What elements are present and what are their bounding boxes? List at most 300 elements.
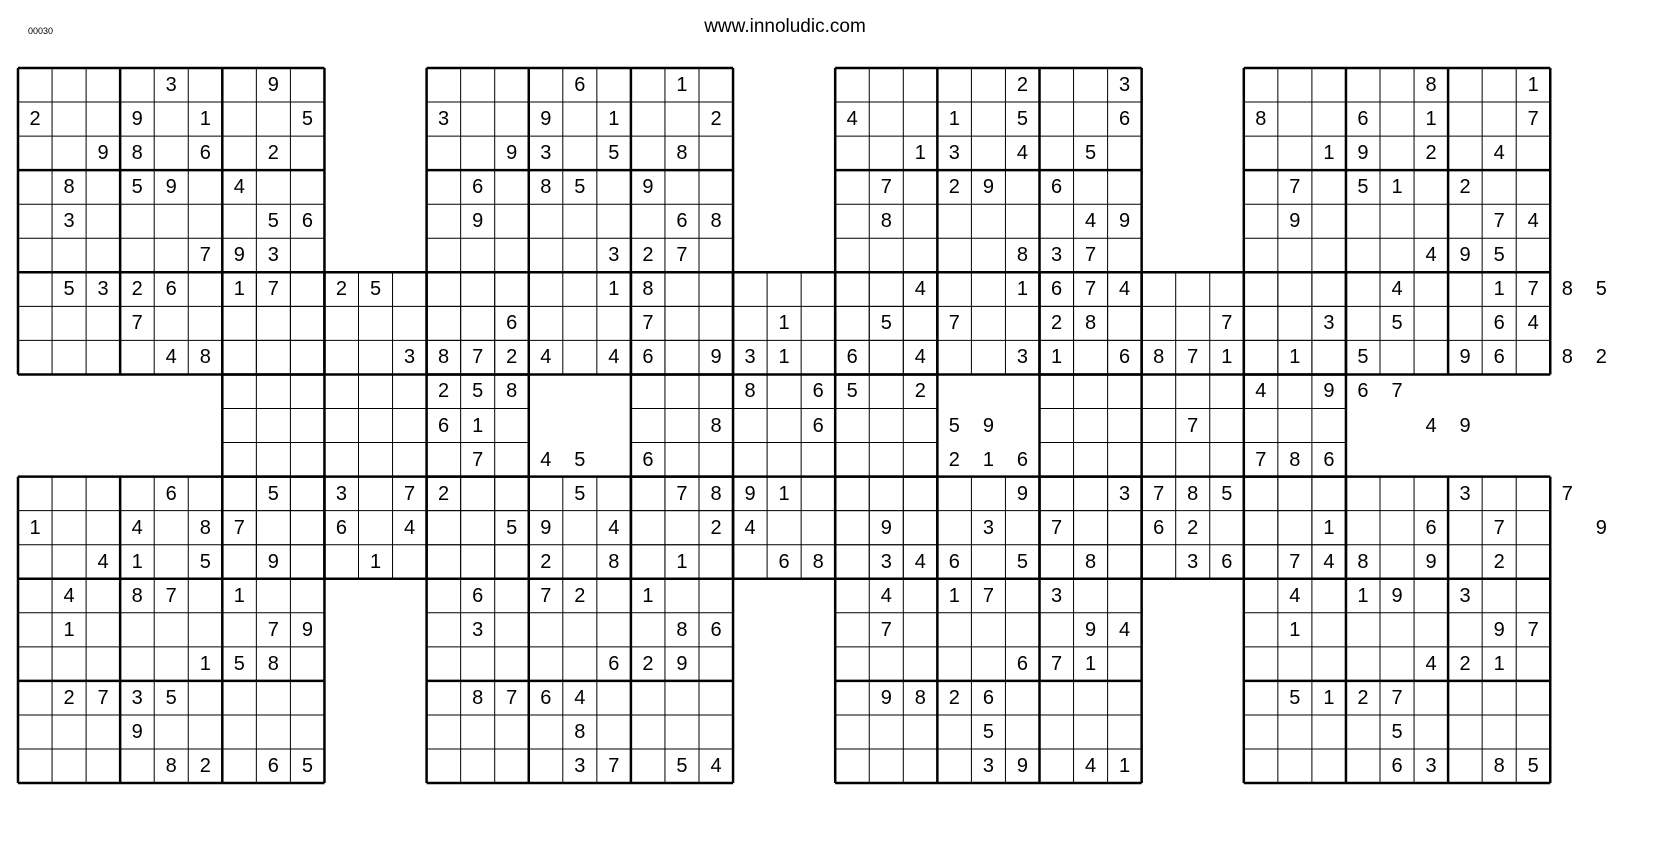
cell-given-digit: 8 [267, 652, 279, 675]
cell-given-digit: 1 [1323, 142, 1335, 165]
cell-given-digit: 9 [1323, 380, 1335, 403]
cell-given-digit: 1 [1050, 346, 1063, 369]
cell-given-digit: 1 [1084, 652, 1097, 675]
cell-given-digit: 2 [914, 380, 926, 403]
cell-given-digit: 4 [608, 516, 620, 539]
cell-given-digit: 2 [1425, 142, 1437, 165]
cell-given-digit: 7 [1493, 210, 1505, 233]
cell-given-digit: 6 [267, 755, 279, 777]
cell-given-digit: 3 [1459, 584, 1471, 607]
cell-given-digit: 9 [301, 618, 313, 641]
cell-given-digit: 7 [233, 516, 245, 539]
cell-given-digit: 7 [1187, 346, 1199, 369]
cell-given-digit: 3 [1119, 74, 1131, 96]
cell-given-digit: 5 [1595, 278, 1607, 301]
cell-given-digit: 9 [710, 346, 722, 369]
cell-given-digit: 1 [1357, 584, 1369, 607]
cell-given-digit: 5 [574, 448, 586, 471]
cell-given-digit: 4 [710, 755, 722, 777]
cell-given-digit: 6 [812, 414, 824, 437]
cell-given-digit: 4 [880, 584, 892, 607]
cell-given-digit: 2 [642, 244, 654, 267]
cell-given-digit: 1 [1527, 74, 1539, 96]
cell-given-digit: 6 [846, 346, 858, 369]
cell-given-digit: 7 [982, 584, 994, 607]
cell-given-digit: 3 [880, 550, 892, 573]
cell-given-digit: 4 [1425, 244, 1437, 267]
cell-given-digit: 9 [1119, 210, 1131, 233]
cell-given-digit: 4 [1255, 380, 1267, 403]
cell-given-digit: 6 [642, 346, 654, 369]
cell-given-digit: 2 [642, 652, 654, 675]
cell-given-digit: 5 [1221, 482, 1233, 505]
cell-given-digit: 9 [506, 142, 518, 165]
cell-given-digit: 5 [199, 550, 211, 573]
cell-given-digit: 6 [778, 550, 790, 573]
cell-given-digit: 1 [1425, 108, 1437, 131]
cell-given-digit: 7 [608, 755, 620, 777]
cell-given-digit: 6 [1221, 550, 1233, 573]
cell-given-digit: 5 [676, 755, 688, 777]
cell-given-digit: 5 [63, 278, 75, 301]
cell-given-digit: 8 [710, 482, 722, 505]
cell-given-digit: 2 [438, 482, 450, 505]
cell-given-digit: 8 [574, 720, 586, 743]
cell-given-digit: 1 [608, 108, 620, 131]
cell-given-digit: 6 [1323, 448, 1335, 471]
cell-given-digit: 4 [97, 550, 109, 573]
cell-given-digit: 7 [1050, 652, 1063, 675]
cell-given-digit: 7 [472, 346, 484, 369]
cell-given-digit: 4 [540, 448, 552, 471]
cell-given-digit: 5 [1084, 142, 1097, 165]
cell-given-digit: 3 [1016, 346, 1028, 369]
cell-given-digit: 4 [914, 278, 926, 301]
cell-given-digit: 9 [1459, 346, 1471, 369]
cell-given-digit: 6 [165, 482, 177, 505]
cell-given-digit: 1 [608, 278, 620, 301]
cell-given-digit: 4 [1425, 414, 1437, 437]
cell-given-digit: 8 [1493, 755, 1505, 777]
cell-given-digit: 9 [540, 516, 552, 539]
cell-given-digit: 3 [1050, 244, 1063, 267]
cell-given-digit: 7 [1255, 448, 1267, 471]
cell-given-digit: 6 [165, 278, 177, 301]
cell-given-digit: 1 [472, 414, 484, 437]
cell-given-digit: 1 [948, 584, 960, 607]
cell-given-digit: 9 [880, 686, 892, 709]
cell-given-digit: 2 [199, 755, 211, 777]
cell-given-digit: 1 [1323, 516, 1335, 539]
cell-given-digit: 3 [1187, 550, 1199, 573]
cell-given-digit: 9 [1016, 482, 1028, 505]
cell-given-digit: 2 [1595, 346, 1607, 369]
cell-given-digit: 2 [1459, 652, 1471, 675]
cell-given-digit: 1 [1493, 278, 1505, 301]
cell-given-digit: 8 [710, 414, 722, 437]
cell-given-digit: 3 [438, 108, 450, 131]
cell-given-digit: 9 [1595, 516, 1607, 539]
cell-given-digit: 2 [1357, 686, 1369, 709]
cell-given-digit: 7 [880, 618, 892, 641]
cell-given-digit: 6 [1119, 346, 1131, 369]
cell-given-digit: 1 [233, 278, 245, 301]
cell-given-digit: 8 [710, 210, 722, 233]
cell-given-digit: 7 [1289, 550, 1301, 573]
cell-given-digit: 5 [574, 482, 586, 505]
cell-given-digit: 1 [1289, 346, 1301, 369]
cell-given-digit: 7 [131, 312, 143, 335]
cell-given-digit: 1 [29, 516, 41, 539]
cell-given-digit: 7 [97, 686, 109, 709]
cell-given-digit: 4 [1425, 652, 1437, 675]
cell-given-digit: 2 [1050, 312, 1063, 335]
cell-given-digit: 6 [1425, 516, 1437, 539]
cell-given-digit: 5 [1016, 108, 1028, 131]
cell-given-digit: 7 [267, 618, 279, 641]
cell-given-digit: 3 [608, 244, 620, 267]
cell-given-digit: 3 [982, 755, 994, 777]
cell-given-digit: 1 [948, 108, 960, 131]
cell-given-digit: 1 [369, 550, 382, 573]
cell-given-digit: 8 [1425, 74, 1437, 96]
cell-given-digit: 4 [914, 550, 926, 573]
cell-given-digit: 6 [676, 210, 688, 233]
cell-given-digit: 8 [642, 278, 654, 301]
cell-given-digit: 6 [472, 584, 484, 607]
cell-given-digit: 4 [1084, 210, 1097, 233]
cell-given-digit: 1 [778, 312, 790, 335]
cell-given-digit: 3 [335, 482, 347, 505]
cell-given-digit: 4 [1016, 142, 1028, 165]
cell-given-digit: 3 [1050, 584, 1063, 607]
cell-given-digit: 6 [812, 380, 824, 403]
cell-given-digit: 2 [540, 550, 552, 573]
cell-given-digit: 3 [97, 278, 109, 301]
cell-given-digit: 7 [1084, 278, 1097, 301]
cell-given-digit: 9 [982, 176, 994, 199]
cell-given-digit: 6 [982, 686, 994, 709]
cell-given-digit: 7 [642, 312, 654, 335]
cell-given-digit: 5 [982, 720, 994, 743]
cell-given-digit: 9 [472, 210, 484, 233]
cell-given-digit: 3 [982, 516, 994, 539]
cell-given-digit: 8 [812, 550, 824, 573]
cell-given-digit: 9 [233, 244, 245, 267]
cell-given-digit: 6 [1119, 108, 1131, 131]
cell-given-digit: 3 [165, 74, 177, 96]
cell-given-digit: 9 [1084, 618, 1097, 641]
cell-given-digit: 8 [506, 380, 518, 403]
cell-given-digit: 7 [472, 448, 484, 471]
cell-given-digit: 4 [1527, 210, 1539, 233]
cell-given-digit: 8 [1187, 482, 1199, 505]
cell-given-digit: 7 [403, 482, 416, 505]
cell-given-digit: 1 [199, 652, 211, 675]
cell-given-digit: 6 [1357, 380, 1369, 403]
cell-given-digit: 7 [676, 482, 688, 505]
cell-given-digit: 1 [778, 346, 790, 369]
cell-given-digit: 9 [676, 652, 688, 675]
cell-given-digit: 5 [1357, 346, 1369, 369]
cell-given-digit: 4 [914, 346, 926, 369]
cell-given-digit: 8 [1153, 346, 1165, 369]
cell-given-digit: 6 [1391, 755, 1403, 777]
cell-given-digit: 9 [642, 176, 654, 199]
cell-given-digit: 4 [1289, 584, 1301, 607]
cell-given-digit: 6 [1493, 312, 1505, 335]
cell-given-digit: 5 [1391, 720, 1403, 743]
cell-given-digit: 6 [1493, 346, 1505, 369]
cell-given-digit: 4 [233, 176, 245, 199]
cell-given-digit: 8 [744, 380, 756, 403]
cell-given-digit: 1 [233, 584, 245, 607]
cell-given-digit: 1 [1289, 618, 1301, 641]
cell-given-digit: 2 [574, 584, 586, 607]
cell-given-digit: 7 [1391, 686, 1403, 709]
cell-given-digit: 7 [540, 584, 552, 607]
cell-given-digit: 9 [1289, 210, 1301, 233]
cell-given-digit: 6 [1050, 176, 1063, 199]
cell-given-digit: 5 [948, 414, 960, 437]
cell-given-digit: 1 [1323, 686, 1335, 709]
cell-given-digit: 5 [1016, 550, 1028, 573]
cell-given-digit: 7 [267, 278, 279, 301]
cell-given-digit: 2 [438, 380, 450, 403]
cell-given-digit: 5 [574, 176, 586, 199]
cell-given-digit: 4 [540, 346, 552, 369]
cell-given-digit: 7 [948, 312, 960, 335]
cell-given-digit: 6 [438, 414, 450, 437]
cell-given-digit: 7 [1391, 380, 1403, 403]
cell-given-digit: 4 [1493, 142, 1505, 165]
cell-given-digit: 8 [608, 550, 620, 573]
cell-given-digit: 9 [744, 482, 756, 505]
cell-given-digit: 5 [506, 516, 518, 539]
cell-given-digit: 1 [199, 108, 211, 131]
cell-given-digit: 3 [267, 244, 279, 267]
cell-given-digit: 3 [948, 142, 960, 165]
cell-given-digit: 8 [1084, 312, 1097, 335]
cell-given-digit: 4 [1391, 278, 1403, 301]
cell-given-digit: 2 [267, 142, 279, 165]
cell-given-digit: 5 [846, 380, 858, 403]
cell-given-digit: 4 [574, 686, 586, 709]
cell-given-digit: 9 [540, 108, 552, 131]
cell-given-digit: 9 [131, 108, 143, 131]
cell-given-digit: 3 [403, 346, 416, 369]
cell-given-digit: 5 [1391, 312, 1403, 335]
cell-given-digit: 4 [1119, 278, 1131, 301]
cell-given-digit: 6 [574, 74, 586, 96]
cell-given-digit: 3 [1459, 482, 1471, 505]
cell-given-digit: 4 [131, 516, 143, 539]
cell-given-digit: 9 [1357, 142, 1369, 165]
cell-given-digit: 2 [948, 448, 960, 471]
cell-given-digit: 7 [165, 584, 177, 607]
cell-given-digit: 6 [540, 686, 552, 709]
cell-given-digit: 2 [1016, 74, 1028, 96]
cell-given-digit: 5 [165, 686, 177, 709]
cell-given-digit: 6 [948, 550, 960, 573]
cell-given-digit: 5 [301, 108, 313, 131]
cell-given-digit: 9 [982, 414, 994, 437]
cell-given-digit: 6 [1016, 448, 1028, 471]
cell-given-digit: 2 [948, 686, 960, 709]
cell-given-digit: 6 [335, 516, 347, 539]
cell-given-digit: 9 [1391, 584, 1403, 607]
cell-given-digit: 7 [506, 686, 518, 709]
cell-given-digit: 2 [948, 176, 960, 199]
cell-given-digit: 1 [131, 550, 143, 573]
cell-given-digit: 8 [676, 618, 688, 641]
cell-given-digit: 5 [267, 482, 279, 505]
cell-given-digit: 7 [1527, 278, 1539, 301]
cell-given-digit: 9 [1459, 244, 1471, 267]
cell-given-digit: 5 [301, 755, 313, 777]
cell-given-digit: 6 [301, 210, 313, 233]
cell-given-digit: 1 [1221, 346, 1233, 369]
cell-given-digit: 8 [63, 176, 75, 199]
cell-given-digit: 2 [710, 108, 722, 131]
cell-given-digit: 4 [846, 108, 858, 131]
cell-given-digit: 4 [1323, 550, 1335, 573]
cell-given-digit: 9 [1459, 414, 1471, 437]
cell-given-digit: 8 [1289, 448, 1301, 471]
cell-given-digit: 1 [778, 482, 790, 505]
cell-given-digit: 6 [1016, 652, 1028, 675]
cell-given-digit: 7 [1187, 414, 1199, 437]
cell-given-digit: 7 [1084, 244, 1097, 267]
cell-given-digit: 8 [131, 142, 143, 165]
cell-given-digit: 1 [1016, 278, 1028, 301]
cell-given-digit: 9 [267, 74, 279, 96]
cell-given-digit: 1 [63, 618, 75, 641]
cell-given-digit: 1 [642, 584, 654, 607]
cell-given-digit: 6 [608, 652, 620, 675]
cell-given-digit: 3 [472, 618, 484, 641]
cell-given-digit: 8 [199, 516, 211, 539]
cell-given-digit: 1 [914, 142, 926, 165]
cell-given-digit: 3 [1425, 755, 1437, 777]
site-url: www.innoludic.com [704, 16, 866, 37]
cell-given-digit: 6 [1153, 516, 1165, 539]
cell-given-digit: 1 [1493, 652, 1505, 675]
cell-given-digit: 8 [1016, 244, 1028, 267]
cell-given-digit: 4 [1119, 618, 1131, 641]
cell-given-digit: 5 [1357, 176, 1369, 199]
cell-given-digit: 1 [676, 550, 688, 573]
cell-given-digit: 7 [1153, 482, 1165, 505]
cell-given-digit: 9 [131, 720, 143, 743]
cell-given-digit: 8 [540, 176, 552, 199]
cell-given-digit: 1 [982, 448, 994, 471]
cell-given-digit: 8 [199, 346, 211, 369]
cell-given-digit: 5 [131, 176, 143, 199]
cell-given-digit: 4 [744, 516, 756, 539]
cell-given-digit: 6 [506, 312, 518, 335]
cell-given-digit: 8 [880, 210, 892, 233]
cell-given-digit: 6 [1050, 278, 1063, 301]
cell-given-digit: 9 [1425, 550, 1437, 573]
cell-given-digit: 8 [165, 755, 177, 777]
cell-given-digit: 7 [199, 244, 211, 267]
cell-given-digit: 1 [676, 74, 688, 96]
cell-given-digit: 5 [1527, 755, 1539, 777]
cell-given-digit: 7 [1221, 312, 1233, 335]
cell-given-digit: 4 [608, 346, 620, 369]
cell-given-digit: 5 [472, 380, 484, 403]
cell-given-digit: 6 [710, 618, 722, 641]
cell-given-digit: 6 [472, 176, 484, 199]
cell-given-digit: 2 [1187, 516, 1199, 539]
cell-given-digit: 5 [267, 210, 279, 233]
cell-given-digit: 2 [506, 346, 518, 369]
cell-given-digit: 7 [676, 244, 688, 267]
cell-given-digit: 3 [540, 142, 552, 165]
cell-given-digit: 8 [1255, 108, 1267, 131]
cell-given-digit: 8 [438, 346, 450, 369]
cell-given-digit: 4 [403, 516, 416, 539]
cell-given-digit: 7 [1561, 482, 1573, 505]
cell-given-digit: 2 [335, 278, 347, 301]
cell-given-digit: 5 [369, 278, 382, 301]
cell-given-digit: 3 [131, 686, 143, 709]
cell-given-digit: 2 [63, 686, 75, 709]
cell-given-digit: 3 [1323, 312, 1335, 335]
cell-given-digit: 5 [880, 312, 892, 335]
cell-given-digit: 6 [1357, 108, 1369, 131]
cell-given-digit: 8 [1561, 346, 1573, 369]
cell-given-digit: 5 [1493, 244, 1505, 267]
cell-given-digit: 8 [914, 686, 926, 709]
cell-given-digit: 4 [1527, 312, 1539, 335]
cell-given-digit: 9 [1016, 755, 1028, 777]
cell-given-digit: 2 [131, 278, 143, 301]
cell-given-digit: 8 [1084, 550, 1097, 573]
cell-given-digit: 7 [1527, 618, 1539, 641]
cell-given-digit: 4 [1084, 755, 1097, 777]
cell-given-digit: 2 [710, 516, 722, 539]
cell-given-digit: 8 [1561, 278, 1573, 301]
cell-given-digit: 2 [29, 108, 41, 131]
cell-given-digit: 6 [642, 448, 654, 471]
cell-given-digit: 6 [199, 142, 211, 165]
cell-given-digit: 2 [1493, 550, 1505, 573]
cell-given-digit: 9 [165, 176, 177, 199]
cell-given-digit: 2 [1459, 176, 1471, 199]
cell-given-digit: 3 [744, 346, 756, 369]
cell-given-digit: 5 [233, 652, 245, 675]
cell-given-digit: 8 [676, 142, 688, 165]
cell-given-digit: 9 [1493, 618, 1505, 641]
cell-given-digit: 1 [1391, 176, 1403, 199]
cell-given-digit: 7 [1050, 516, 1063, 539]
cell-given-digit: 9 [267, 550, 279, 573]
cell-given-digit: 9 [880, 516, 892, 539]
cell-given-digit: 8 [1357, 550, 1369, 573]
cell-given-digit: 7 [1289, 176, 1301, 199]
cell-given-digit: 8 [131, 584, 143, 607]
cell-given-digit: 3 [63, 210, 75, 233]
cell-given-digit: 5 [1289, 686, 1301, 709]
cell-given-digit: 3 [574, 755, 586, 777]
cell-given-digit: 7 [880, 176, 892, 199]
cell-given-digit: 7 [1527, 108, 1539, 131]
cell-given-digit: 7 [1493, 516, 1505, 539]
cell-given-digit: 8 [472, 686, 484, 709]
cell-given-digit: 1 [1119, 755, 1131, 777]
